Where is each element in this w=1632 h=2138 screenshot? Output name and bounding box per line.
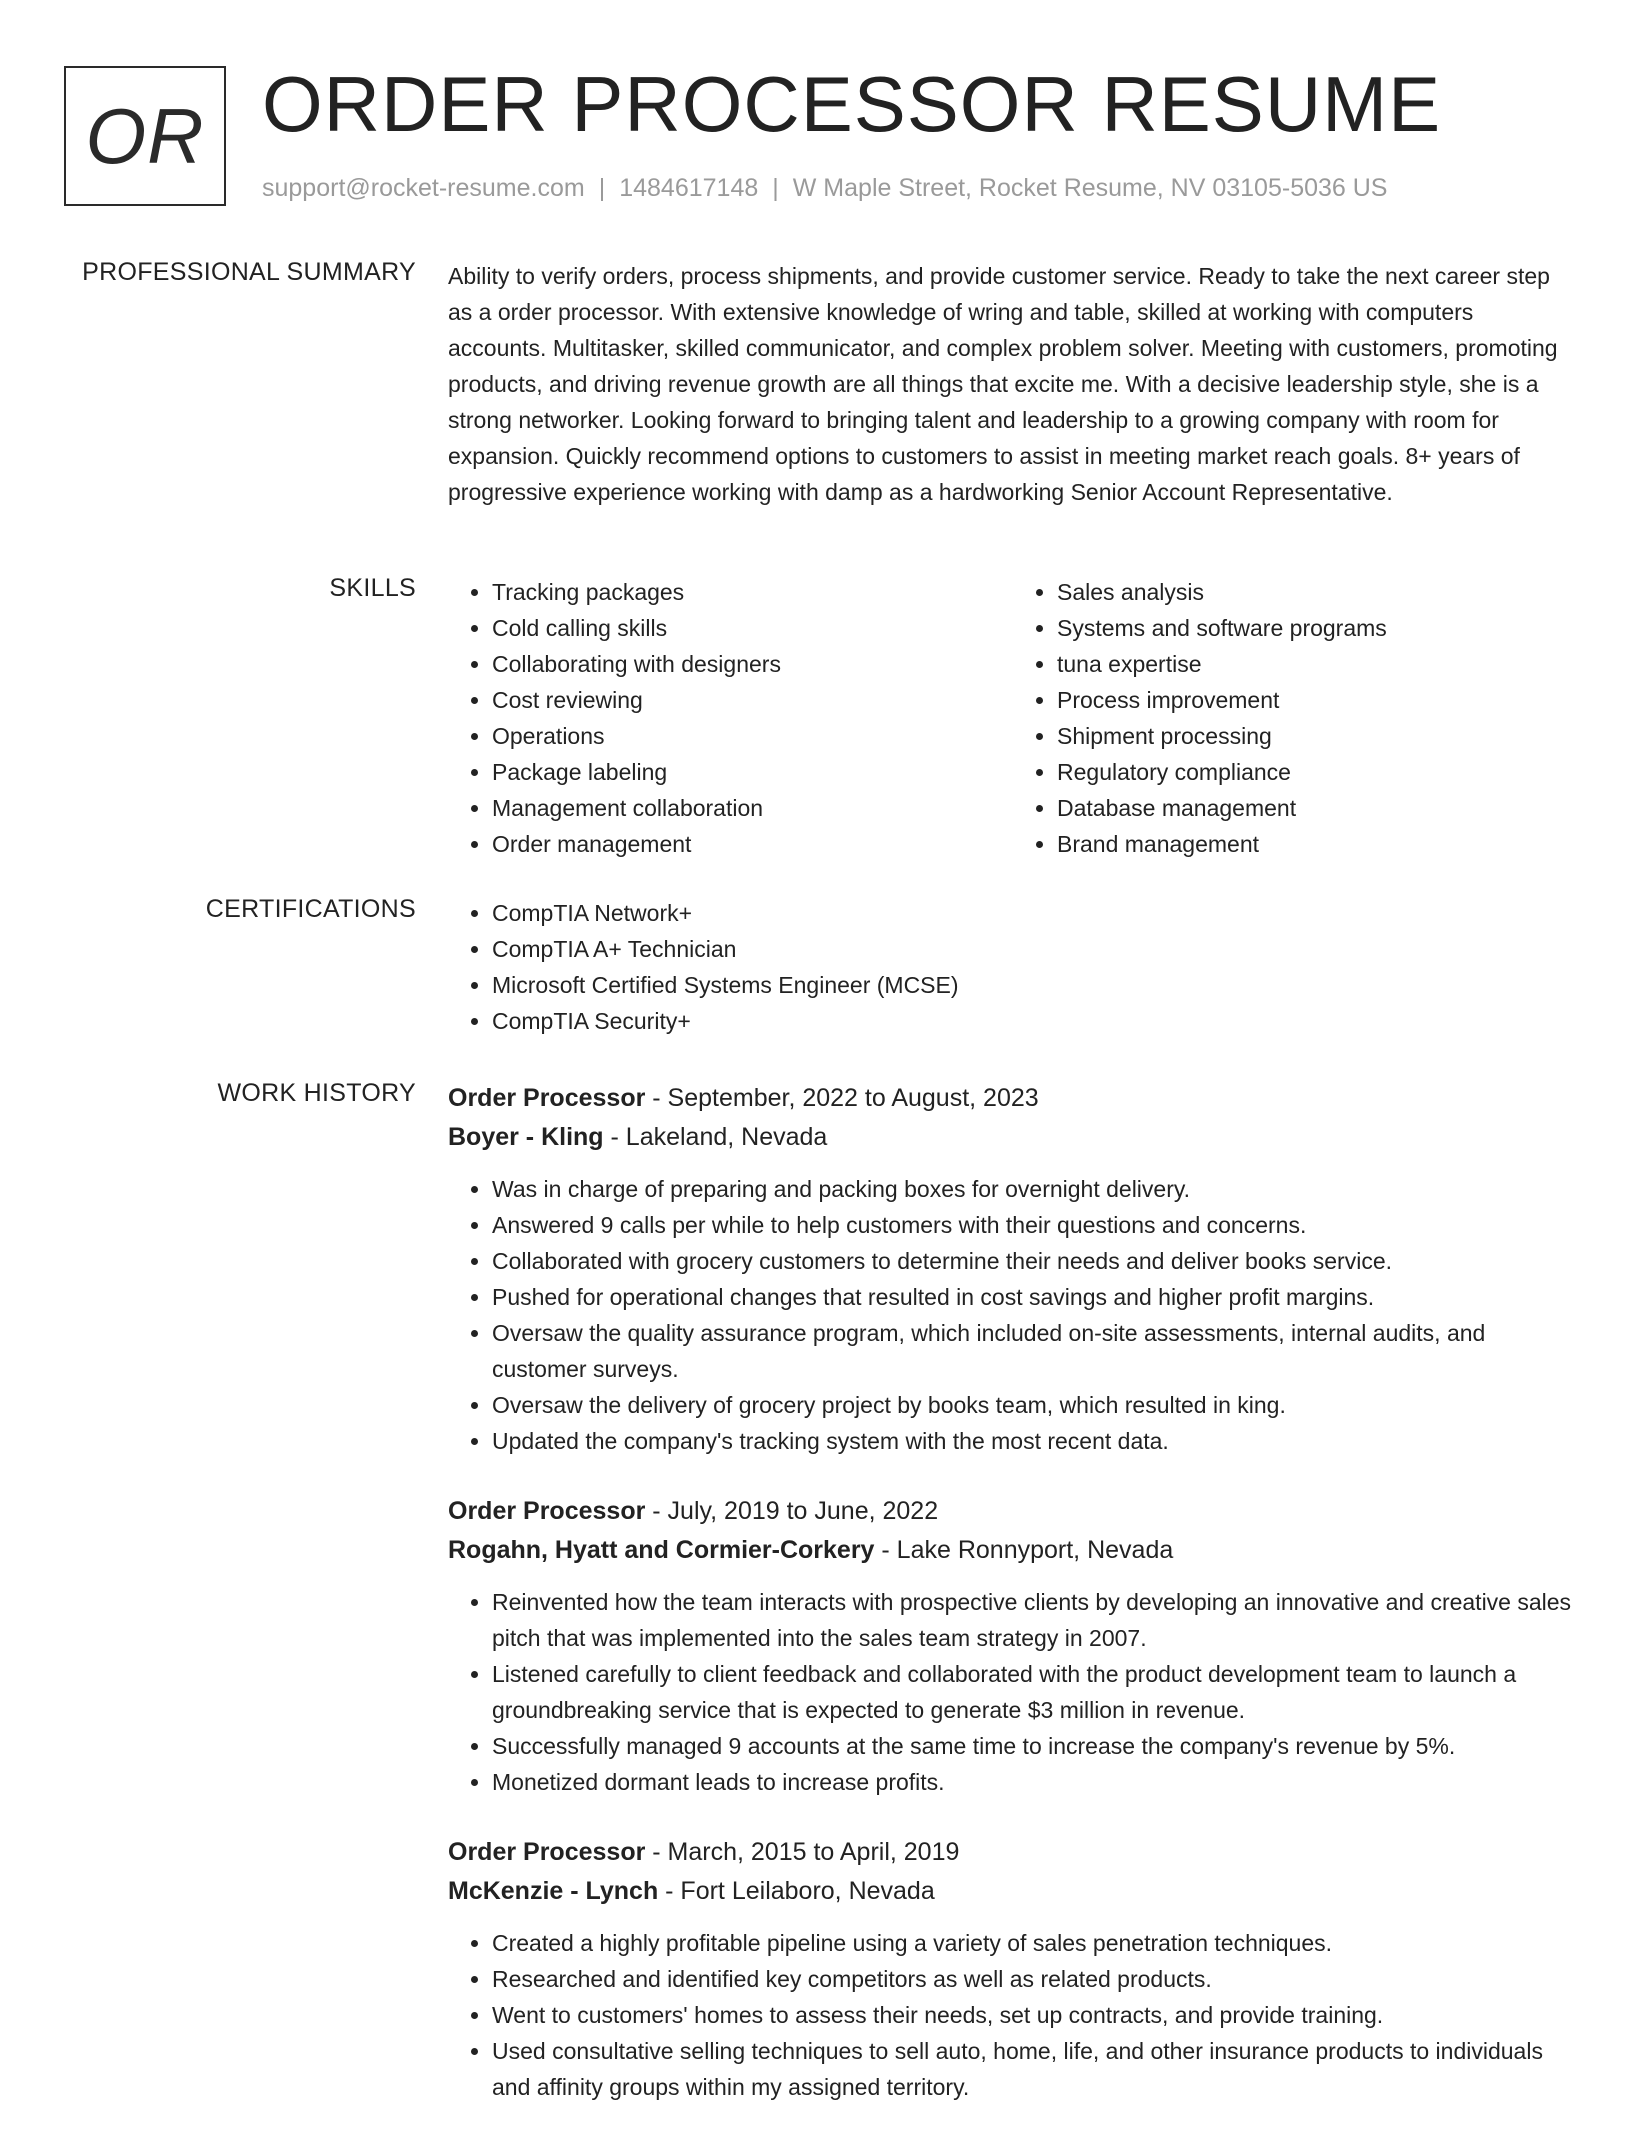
summary-text: Ability to verify orders, process shipments, and provide customer service. Ready to take the next career step as a order processor. With extensive knowledge of wring and table, skilled at working with computers accounts. Multitasker, skilled communicator, and complex problem solver. Meeting with customers, promoting products, and driving revenue growth are all things that excite me. With a decisive leadership style, she is a strong networker. Looking forward to bringing talent and leadership to a growing company with room for expansion. Quickly recommend options to customers to assist in meeting market reach goals. 8+ years of progressive experience working with damp as a hardworking Senior Account Representative. <box>448 263 1558 505</box>
list-item: • Database management <box>1057 790 1578 826</box>
job-title: Order Processor <box>448 1838 646 1866</box>
work-history-body <box>448 1079 1578 2138</box>
skills-label: SKILLS <box>329 574 416 602</box>
contact-line <box>262 174 1387 203</box>
job-dates: - July, 2019 to June, 2022 <box>645 1497 939 1525</box>
contact-phone: 1484617148 <box>619 174 759 202</box>
job-dates: - September, 2022 to August, 2023 <box>645 1084 1039 1112</box>
job-bullets <box>448 1584 1578 1800</box>
job-company-line <box>448 1872 1578 1911</box>
list-item: • Oversaw the quality assurance program, which included on-site assessments, internal audits, and customer surveys. <box>492 1315 1578 1387</box>
job-location: - Lakeland, Nevada <box>603 1123 828 1151</box>
list-item: • CompTIA A+ Technician <box>492 931 1578 967</box>
job-bullets <box>448 1171 1578 1459</box>
job-title-line <box>448 1492 1578 1531</box>
job-company: Rogahn, Hyatt and Cormier-Corkery <box>448 1536 875 1564</box>
job-entry <box>448 1492 1578 1800</box>
list-item: • Researched and identified key competitors as well as related products. <box>492 1961 1578 1997</box>
skills-list-right <box>1013 574 1578 862</box>
list-item: • Systems and software programs <box>1057 610 1578 646</box>
certifications-label: CERTIFICATIONS <box>205 895 416 923</box>
job-company-line <box>448 1118 1578 1157</box>
job-title-line <box>448 1079 1578 1118</box>
contact-email: support@rocket-resume.com <box>262 174 585 202</box>
list-item: • Collaborating with designers <box>492 646 1013 682</box>
job-entry <box>448 1833 1578 2105</box>
list-item: • Used consultative selling techniques to sell auto, home, life, and other insurance products to individuals and affinity groups within my assigned territory. <box>492 2033 1578 2105</box>
job-company: Boyer - Kling <box>448 1123 604 1151</box>
summary-label: PROFESSIONAL SUMMARY <box>82 258 416 286</box>
job-bullets <box>448 1925 1578 2105</box>
skills-list-left <box>448 574 1013 862</box>
list-item: • Collaborated with grocery customers to determine their needs and deliver books service. <box>492 1243 1578 1279</box>
list-item: • Management collaboration <box>492 790 1013 826</box>
contact-address: W Maple Street, Rocket Resume, NV 03105-5036 US <box>792 174 1388 202</box>
certifications-body <box>448 895 1578 1039</box>
job-location: - Lake Ronnyport, Nevada <box>874 1536 1174 1564</box>
list-item: • Cold calling skills <box>492 610 1013 646</box>
list-item: • Process improvement <box>1057 682 1578 718</box>
list-item: • Updated the company's tracking system with the most recent data. <box>492 1423 1578 1459</box>
skills-body <box>448 574 1578 862</box>
list-item: • Monetized dormant leads to increase profits. <box>492 1764 1578 1800</box>
list-item: • Listened carefully to client feedback and collaborated with the product development team to launch a groundbreaking service that is expected to generate $3 million in revenue. <box>492 1656 1578 1728</box>
job-dates: - March, 2015 to April, 2019 <box>645 1838 960 1866</box>
list-item: • Pushed for operational changes that resulted in cost savings and higher profit margins. <box>492 1279 1578 1315</box>
list-item: • Operations <box>492 718 1013 754</box>
resume-header <box>64 60 1584 216</box>
job-location: - Fort Leilaboro, Nevada <box>658 1877 935 1905</box>
list-item: • CompTIA Security+ <box>492 1003 1578 1039</box>
list-item: • Microsoft Certified Systems Engineer (MCSE) <box>492 967 1578 1003</box>
job-entry <box>448 1079 1578 1459</box>
list-item: • Reinvented how the team interacts with prospective clients by developing an innovative and creative sales pitch that was implemented into the sales team strategy in 2007. <box>492 1584 1578 1656</box>
list-item: • Was in charge of preparing and packing boxes for overnight delivery. <box>492 1171 1578 1207</box>
list-item: • Went to customers' homes to assess their needs, set up contracts, and provide training. <box>492 1997 1578 2033</box>
list-item: • Brand management <box>1057 826 1578 862</box>
contact-separator: | <box>598 174 606 202</box>
list-item: • CompTIA Network+ <box>492 895 1578 931</box>
page-title: ORDER PROCESSOR RESUME <box>262 60 1442 148</box>
contact-separator: | <box>772 174 779 202</box>
list-item: • Sales analysis <box>1057 574 1578 610</box>
certifications-list <box>448 895 1578 1039</box>
job-title-line <box>448 1833 1578 1872</box>
list-item: • Answered 9 calls per while to help customers with their questions and concerns. <box>492 1207 1578 1243</box>
list-item: • Cost reviewing <box>492 682 1013 718</box>
list-item: • Tracking packages <box>492 574 1013 610</box>
list-item: • Order management <box>492 826 1013 862</box>
list-item: • Regulatory compliance <box>1057 754 1578 790</box>
job-title: Order Processor <box>448 1084 646 1112</box>
monogram-logo: OR <box>64 66 226 206</box>
list-item: • Successfully managed 9 accounts at the same time to increase the company's revenue by 5%. <box>492 1728 1578 1764</box>
work-history-label: WORK HISTORY <box>217 1079 416 1107</box>
list-item: • tuna expertise <box>1057 646 1578 682</box>
list-item: • Package labeling <box>492 754 1013 790</box>
list-item: • Shipment processing <box>1057 718 1578 754</box>
job-title: Order Processor <box>448 1497 646 1525</box>
job-company: McKenzie - Lynch <box>448 1877 659 1905</box>
list-item: • Created a highly profitable pipeline using a variety of sales penetration techniques. <box>492 1925 1578 1961</box>
job-company-line <box>448 1531 1578 1570</box>
list-item: • Oversaw the delivery of grocery project by books team, which resulted in king. <box>492 1387 1578 1423</box>
